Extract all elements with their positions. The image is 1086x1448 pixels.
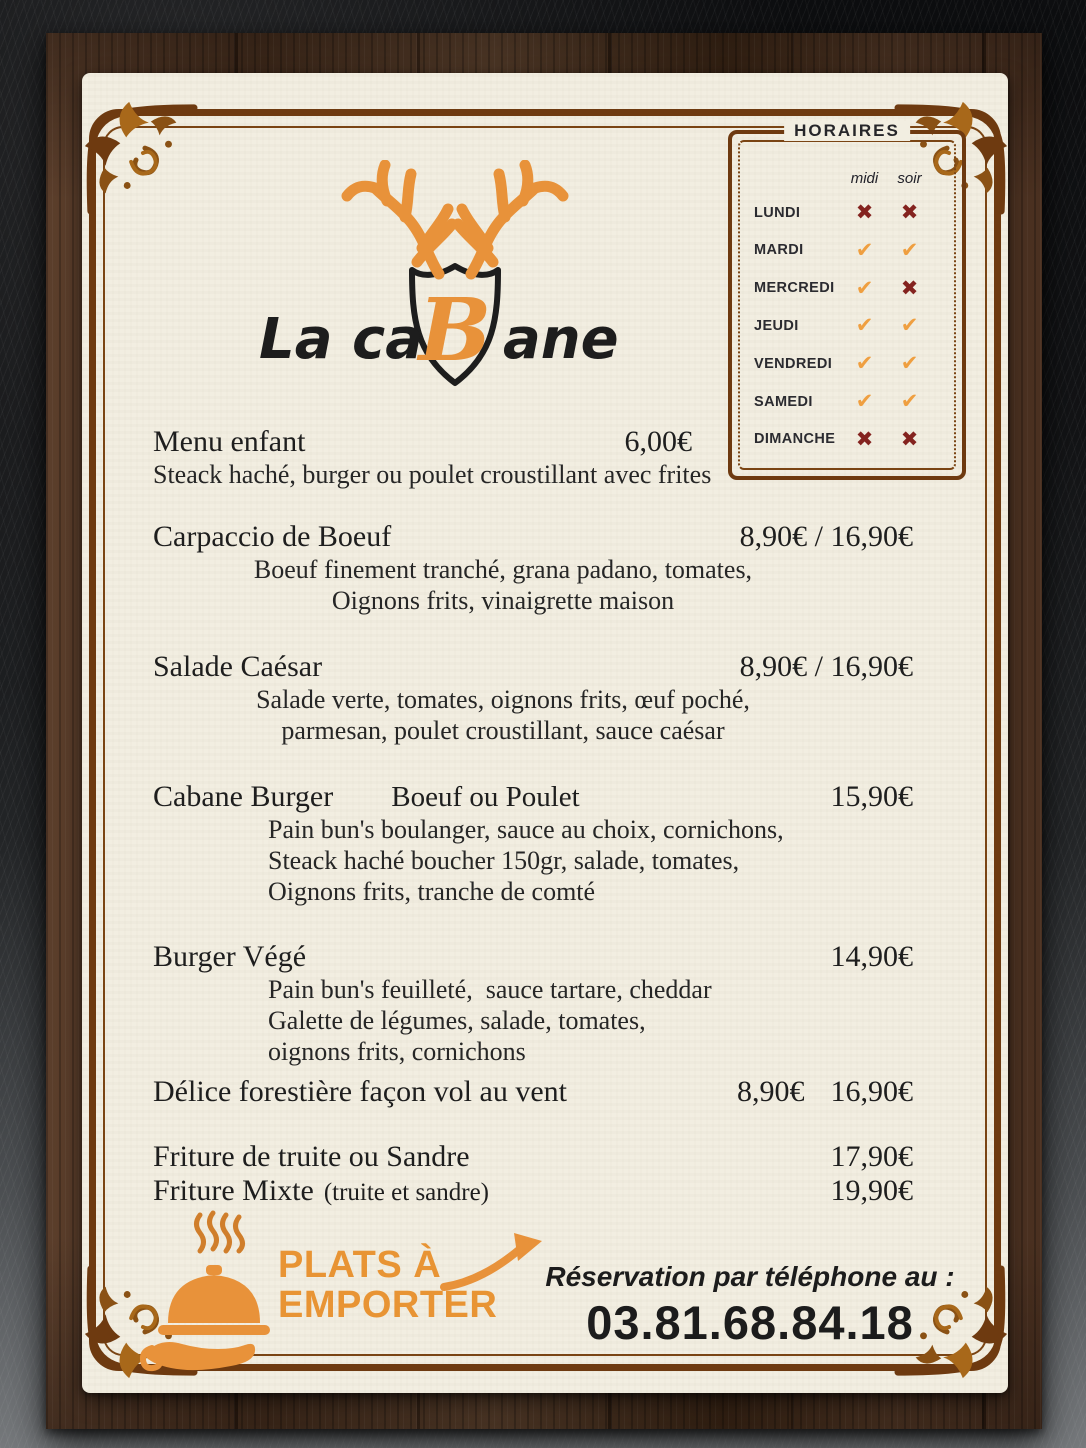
- day-label: LUNDI: [754, 204, 801, 221]
- reservation-label: Réservation par téléphone au :: [545, 1261, 955, 1292]
- item-name: Burger Végé: [153, 940, 307, 973]
- logo-text-left: La ca: [259, 307, 423, 372]
- menu-item: [153, 520, 913, 616]
- soir-mark: ✔: [900, 314, 919, 338]
- menu-item: [153, 425, 913, 490]
- item-price: 8,90€ / 16,90€: [739, 650, 913, 683]
- item-description: Boeuf finement tranché, grana padano, tomates, Oignons frits, vinaigrette maison: [253, 555, 753, 615]
- item-price: 15,90€: [830, 780, 913, 813]
- item-name: Friture de truite ou Sandre: [153, 1140, 470, 1173]
- wood-board: [46, 33, 1042, 1429]
- midi-mark: ✖: [855, 427, 874, 451]
- cloche-hand-icon: [138, 1209, 288, 1385]
- item-price: 8,90€ 16,90€: [737, 1075, 913, 1108]
- horaires-row: [754, 391, 932, 412]
- item-subtitle: Boeuf ou Poulet: [391, 781, 580, 813]
- takeaway-line2: EMPORTER: [278, 1284, 498, 1326]
- menu-item: [153, 780, 913, 907]
- horaires-columns: [754, 170, 932, 187]
- menu-paper: [82, 73, 1008, 1393]
- item-price: 6,00€: [624, 425, 692, 458]
- steam-icon: [197, 1213, 243, 1251]
- midi-mark: ✖: [855, 201, 874, 224]
- day-label: SAMEDI: [754, 393, 813, 410]
- column-soir: soir: [897, 170, 922, 187]
- item-name: Salade Caésar: [153, 650, 323, 683]
- horaires-row: [754, 202, 932, 223]
- column-midi: midi: [850, 170, 879, 187]
- item-note: (truite et sandre): [323, 1179, 490, 1206]
- horaires-row: [754, 240, 932, 261]
- item-price: 14,90€: [830, 940, 913, 973]
- item-name: Cabane Burger Boeuf ou Poulet: [153, 780, 580, 813]
- item-description: Salade verte, tomates, oignons frits, œuf poché, parmesan, poulet croustillant, sauce caésar: [256, 685, 750, 745]
- item-description: Steack haché, burger ou poulet croustillant avec frites: [153, 460, 712, 489]
- horaires-row: [754, 353, 932, 374]
- menu-item: [153, 1140, 913, 1174]
- midi-mark: ✔: [855, 314, 874, 338]
- item-description: Pain bun's boulanger, sauce au choix, cornichons, Steack haché boucher 150gr, salade, tomates, Oignons frits, tranche de comté: [268, 815, 784, 906]
- item-name: Friture Mixte (truite et sandre): [153, 1174, 490, 1207]
- arrow-icon: [438, 1229, 548, 1295]
- midi-mark: ✔: [855, 276, 874, 300]
- logo-text-right: ane: [503, 307, 619, 372]
- horaires-row: [754, 278, 932, 299]
- item-name: Délice forestière façon vol au vent: [153, 1075, 567, 1108]
- midi-mark: ✔: [855, 390, 874, 414]
- takeaway-line1: PLATS À: [278, 1244, 442, 1286]
- soir-mark: ✖: [900, 276, 919, 300]
- logo-letter-b: B: [418, 280, 492, 381]
- menu-item: [153, 1075, 913, 1109]
- item-price: 8,90€ / 16,90€: [739, 520, 913, 553]
- soir-mark: ✔: [900, 352, 919, 376]
- reservation-phone: 03.81.68.84.18: [586, 1296, 914, 1349]
- item-price: 19,90€: [830, 1174, 913, 1207]
- menu-item: [153, 940, 913, 1067]
- day-label: JEUDI: [754, 317, 799, 334]
- soir-mark: ✔: [900, 390, 919, 414]
- menu-item: [153, 650, 913, 746]
- menu-item: [153, 1174, 913, 1208]
- logo: [155, 160, 625, 430]
- soir-mark: ✔: [900, 238, 919, 262]
- item-name: Carpaccio de Boeuf: [153, 520, 392, 553]
- day-label: VENDREDI: [754, 355, 833, 372]
- soir-mark: ✖: [900, 427, 919, 451]
- item-description: Pain bun's feuilleté, sauce tartare, cheddar Galette de légumes, salade, tomates, oignons frits, cornichons: [268, 975, 712, 1066]
- horaires-row: [754, 315, 932, 336]
- midi-mark: ✔: [855, 238, 874, 262]
- antlers-icon: [347, 165, 563, 274]
- item-name: Menu enfant: [153, 425, 306, 458]
- day-label: MERCREDI: [754, 280, 835, 297]
- menu-list: [153, 425, 913, 1208]
- horaires-title: HORAIRES: [784, 121, 910, 141]
- soir-mark: ✖: [900, 201, 919, 224]
- midi-mark: ✔: [855, 352, 874, 376]
- day-label: MARDI: [754, 242, 804, 259]
- item-price: 17,90€: [830, 1140, 913, 1173]
- reservation-block: [540, 1261, 960, 1350]
- day-label: DIMANCHE: [754, 431, 836, 448]
